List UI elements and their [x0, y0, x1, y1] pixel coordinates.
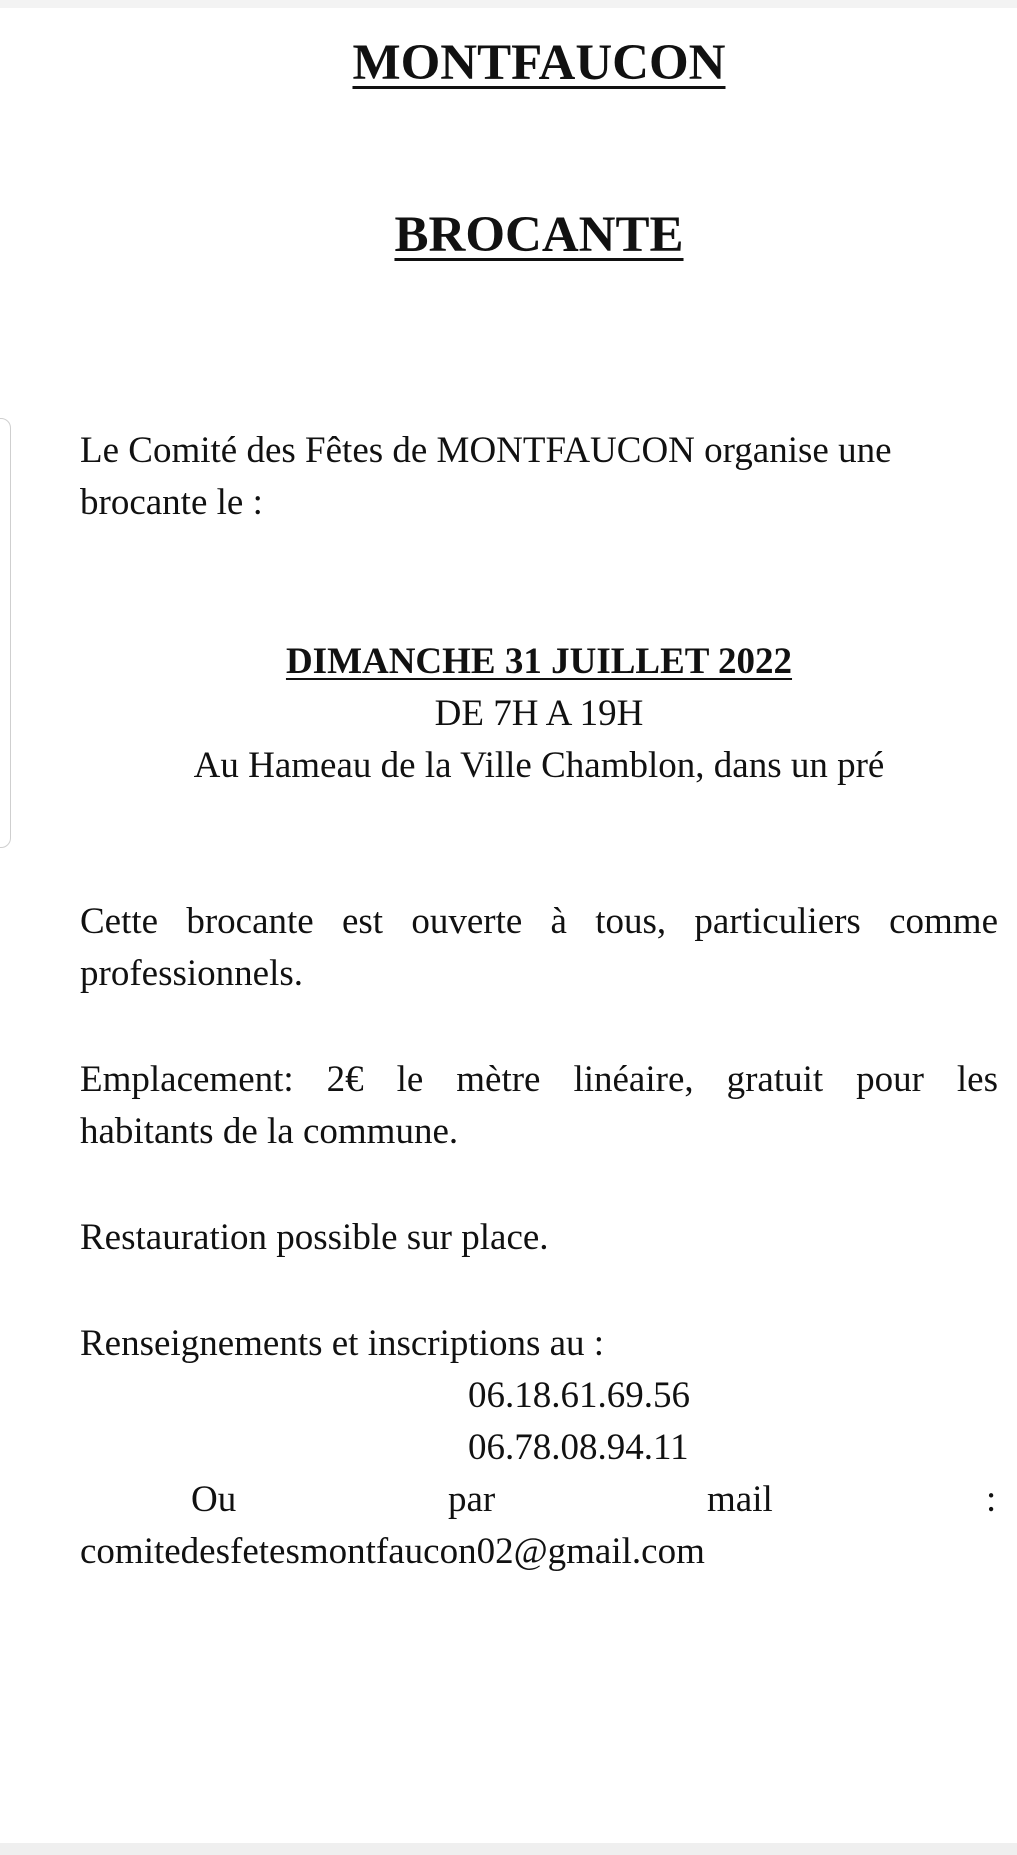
mail-intro-line [80, 1474, 998, 1526]
document-title: MONTFAUCON [352, 35, 726, 91]
event-hours: DE 7H A 19H [434, 693, 644, 734]
open-paragraph [80, 896, 998, 1000]
document-subtitle: BROCANTE [394, 207, 684, 263]
open-line-1: Cette brocante est ouverte à tous, particuliers comme [80, 901, 998, 942]
mail-word-par: par [448, 1479, 496, 1520]
mail-word-ou: Ou [191, 1479, 237, 1520]
pricing-line-2: habitants de la commune. [80, 1111, 459, 1152]
intro-line-2: brocante le : [80, 482, 263, 523]
intro-line-1: Le Comité des Fêtes de MONTFAUCON organise une [80, 430, 892, 471]
bottom-edge [0, 1843, 1017, 1855]
pricing-line-1: Emplacement: 2€ le mètre linéaire, gratuit pour les [80, 1059, 998, 1100]
phone-number-2[interactable]: 06.78.08.94.11 [468, 1427, 689, 1468]
mail-word-colon: : [986, 1479, 997, 1520]
side-panel-handle[interactable] [0, 418, 11, 848]
document-page [80, 0, 998, 1855]
contact-email[interactable]: comitedesfetesmontfaucon02@gmail.com [80, 1531, 705, 1572]
food-line: Restauration possible sur place. [80, 1217, 549, 1258]
event-place: Au Hameau de la Ville Chamblon, dans un pré [193, 745, 885, 786]
phone-number-1[interactable]: 06.18.61.69.56 [468, 1375, 690, 1416]
intro-paragraph [80, 425, 998, 529]
mail-word-mail: mail [707, 1479, 773, 1520]
open-line-2: professionnels. [80, 953, 303, 994]
contact-label: Renseignements et inscriptions au : [80, 1323, 605, 1364]
pricing-paragraph [80, 1054, 998, 1158]
event-date: DIMANCHE 31 JUILLET 2022 [285, 641, 793, 682]
